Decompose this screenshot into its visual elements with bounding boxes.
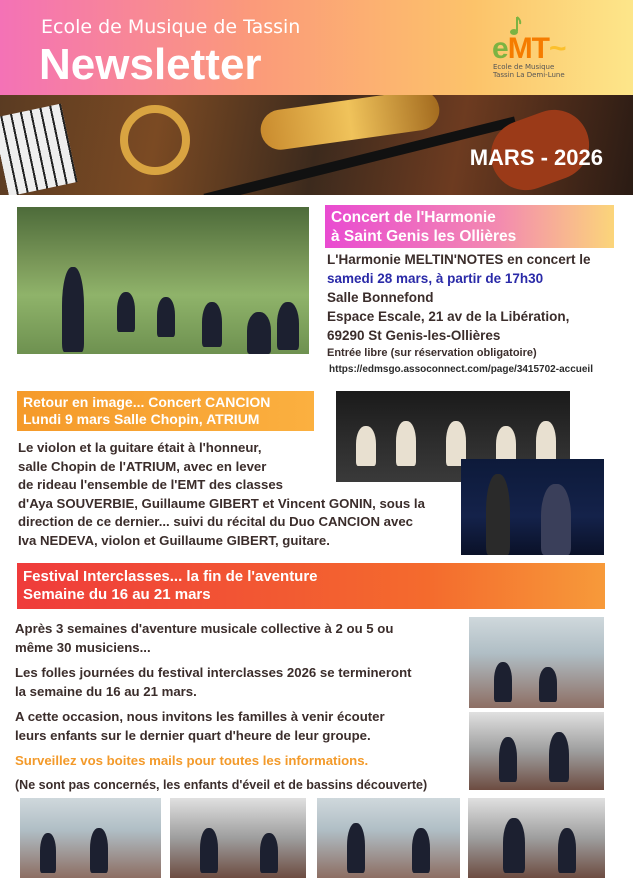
excluded-note: (Ne sont pas concernés, les enfants d'éveil et de bassins découverte) [15,778,428,792]
logo-wordmark: eMT~ [492,32,566,65]
reservation-link[interactable]: https://edmsgo.assoconnect.com/page/3415702-accueil [329,364,593,375]
issue-date: MARS - 2026 [469,145,603,170]
mail-reminder: Surveillez vos boites mails pour toutes les informations. [15,753,369,768]
accordion-keys-icon [0,104,78,195]
french-horn-icon [120,105,190,175]
school-name: Ecole de Musique de Tassin [41,16,301,38]
newsletter-title: Newsletter [39,40,262,89]
bottom-photo-2 [170,798,306,878]
header-band [0,0,633,95]
section3-title: Festival Interclasses... la fin de l'aventure Semaine du 16 au 21 mars [17,563,605,609]
logo-subtitle: Ecole de Musique Tassin La Demi-Lune [493,63,565,79]
section3-body: Après 3 semaines d'aventure musicale collective à 2 ou 5 ou même 30 musiciens... Les folles journées du festival interclasses 2026 se termineront la semaine du 16 au 21 mars. A cette occasion, nous invitons les familles à venir écouter leurs enfants sur le dernier quart d'heure de leur groupe. Surveillez vos boites mails pour toutes les informations. (Ne sont pas concernés, les enfants d'éveil et de bassins découverte) [15,619,465,795]
section2-title: Retour en image... Concert CANCION Lundi 9 mars Salle Chopin, ATRIUM [17,391,314,431]
section1-title: Concert de l'Harmonie à Saint Genis les Ollières [325,205,614,248]
bottom-photo-3 [317,798,460,878]
instruments-banner [0,95,633,195]
interclasses-photo-1 [469,617,604,708]
section2-body: Le violon et la guitare était à l'honneur, salle Chopin de l'ATRIUM, avec en lever de rideau l'ensemble de l'EMT des classes d'Aya SOUVERBIE, Guillaume GIBERT et Vincent GONIN, sous la direction de ce dernier... suivi du récital du Duo CANCION avec Iva NEDEVA, violon et Guillaume GIBERT, guitare. [18,440,425,548]
bottom-photo-1 [20,798,161,878]
emt-logo [490,14,600,84]
interclasses-photo-2 [469,712,604,790]
section1-body: L'Harmonie MELTIN'NOTES en concert le samedi 28 mars, à partir de 17h30 Salle Bonnefond Espace Escale, 21 av de la Libération, 69290 St Genis-les-Ollières Entrée libre (sur réservation obligatoire) https://edmsgo.assoconnect.com/page/3415702-accueil [327,250,617,377]
bottom-photo-4 [468,798,605,878]
duo-cancion-photo [461,459,604,555]
harmonie-photo [17,207,309,354]
